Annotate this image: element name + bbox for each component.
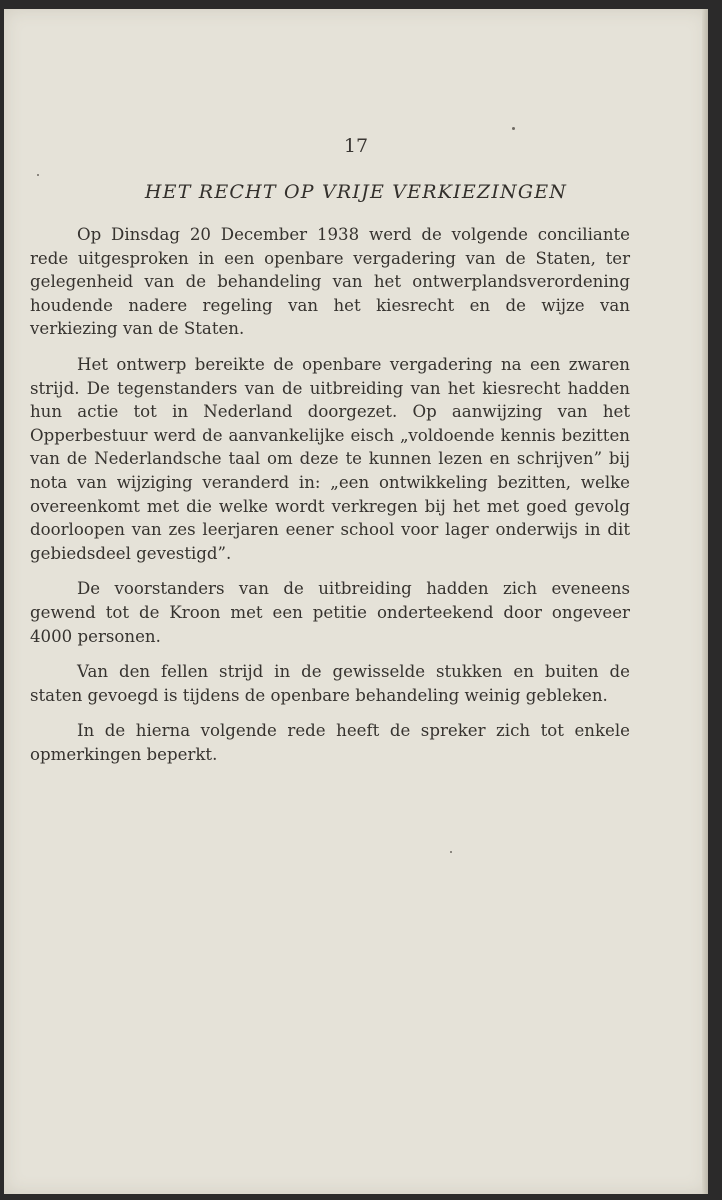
paper-speck bbox=[450, 851, 452, 853]
paragraph-3: De voorstanders van de uitbreiding hadden zich eveneens gewend tot de Kroon met een petitie onderteekend door ongeveer 4000 personen. bbox=[30, 579, 630, 646]
paragraph-1: Op Dinsdag 20 December 1938 werd de volgende conciliante rede uitgesproken in een openbare vergadering van de Staten, ter gelegenheid van de behandeling van het ontwerplandsverordening houdende nadere regeling van het kiesrecht en de wijze van verkiezing van de Staten. bbox=[30, 225, 630, 339]
paper-speck bbox=[512, 127, 515, 130]
paragraph-5: In de hierna volgende rede heeft de spreker zich tot enkele opmerkingen beperkt. bbox=[30, 721, 630, 764]
book-page bbox=[4, 9, 708, 1194]
paper-speck bbox=[37, 174, 39, 176]
page-title: HET RECHT OP VRIJE VERKIEZINGEN bbox=[144, 181, 568, 203]
paragraph-4: Van den fellen strijd in de gewisselde stukken en buiten de staten gevoegd is tijdens de openbare behandeling weinig gebleken. bbox=[30, 662, 630, 705]
body-text bbox=[30, 223, 630, 778]
paragraph-2: Het ontwerp bereikte de openbare vergadering na een zwaren strijd. De tegenstanders van de uitbreiding van het kiesrecht hadden hun actie tot in Nederland doorgezet. Op aanwijzing van het Opperbestuur werd de aanvankelijke eisch „voldoende kennis bezitten van de Nederlandsche taal om deze te kunnen lezen en schrijven” bij nota van wijziging veranderd in: „een ontwikkeling bezitten, welke overeenkomt met die welke wordt verkregen bij het met goed gevolg doorloopen van zes leerjaren eener school voor lager onderwijs in dit gebiedsdeel gevestigd”. bbox=[30, 354, 630, 563]
page-number: 17 bbox=[343, 135, 369, 157]
